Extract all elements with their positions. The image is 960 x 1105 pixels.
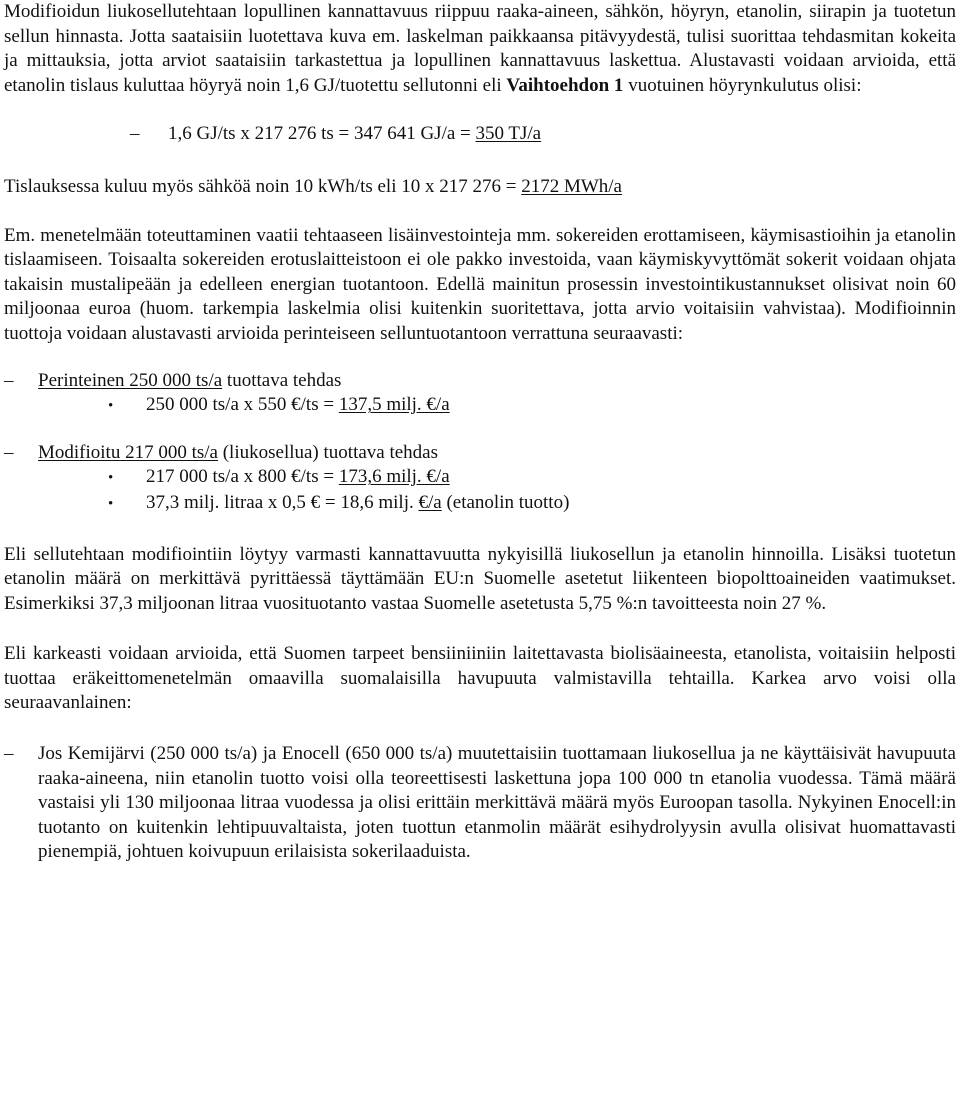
modified-calc2-tail: (etanolin tuotto) — [441, 491, 570, 513]
modified-mill-label: Modifioitu 217 000 ts/a — [38, 441, 218, 463]
steam-calc-result: 350 TJ/a — [475, 123, 542, 145]
traditional-calc-bullet — [108, 393, 956, 419]
dash-marker: – — [4, 743, 14, 765]
modified-mill-item — [4, 441, 956, 466]
dash-marker: – — [4, 369, 14, 391]
modified-calc1-result: 173,6 milj. €/a — [338, 466, 450, 488]
bullet-marker: • — [108, 495, 114, 512]
estimate-paragraph: Eli karkeasti voidaan arvioida, että Suomen tarpeet bensiiniiniin laitettavasta biolisäaineesta, etanolista, voitaisiin helposti tuottaa eräkeittomenetelmän omaavilla suomalaisilla havupuuta valmistavilla tehtailla. Karkea arvo voisi olla seuraavanlainen: — [4, 643, 956, 714]
electricity-line — [4, 171, 956, 200]
modified-calc1-text: 217 000 ts/a x 800 €/ts = — [146, 466, 339, 488]
electricity-result: 2172 MWh/a — [521, 175, 622, 197]
modified-calc2-result: €/a — [418, 491, 442, 513]
modified-calc2-text: 37,3 milj. litraa x 0,5 € = 18,6 milj. — [146, 491, 419, 513]
profitability-paragraph: Eli sellutehtaan modifiointiin löytyy varmasti kannattavuutta nykyisillä liukosellun ja etanolin hinnoilla. Lisäksi tuotetun etanolin määrä on merkittävä pyrittäessä täyttämään EU:n Suomelle asetetut liikenteen biopolttoaineiden vaatimukset. Esimerkiksi 37,3 miljoonan litraa vuosituotanto vastaa Suomelle asetetusta 5,75 %:n tavoitteesta noin 27 %. — [4, 543, 956, 614]
investment-paragraph: Em. menetelmään toteuttaminen vaatii tehtaaseen lisäinvestointeja mm. sokereiden erottamiseen, käymisastioihin ja etanolin tislaamiseen. Toisaalta sokereiden erotuslaitteistoon ei ole pakko investoida, vaan käymiskyvyttömät sokerit voidaan ohjata takaisin mustalipeään ja edelleen energian tuotantoon. Edellä mainitun prosessin investointikustannukset olisivat noin 60 miljoonaa euroa (huom. tarkempia laskelmia olisi kuitenkin suoritettava, jotta arvio voitaisiin vahvistaa). Modifioinnin tuottoja voidaan alustavasti arvioida perinteiseen selluntuotantoon verrattuna seuraavasti: — [4, 224, 956, 344]
bullet-marker: • — [108, 470, 114, 487]
traditional-calc-text: 250 000 ts/a x 550 €/ts = — [146, 394, 339, 416]
modified-calc-bullet-1 — [108, 465, 956, 491]
bullet-marker: • — [108, 398, 114, 415]
steam-calculation — [4, 118, 956, 147]
kemijarvi-enocell-item — [4, 740, 956, 865]
traditional-mill-item — [4, 367, 956, 394]
modified-mill-label-rest: (liukosellua) tuottava tehdas — [217, 441, 439, 463]
intro-paragraph — [4, 0, 956, 98]
option-1-label: Vaihtoehdon 1 — [506, 74, 624, 96]
traditional-mill-label: Perinteinen 250 000 ts/a — [38, 369, 223, 391]
traditional-calc-result: 137,5 milj. €/a — [338, 394, 450, 416]
dash-marker: – — [130, 123, 140, 145]
dash-marker: – — [4, 441, 14, 463]
kemijarvi-enocell-text: Jos Kemijärvi (250 000 ts/a) ja Enocell (650 000 ts/a) muutettaisiin tuottamaan liukosellua ja ne käyttäisivät havupuuta raaka-aineena, niin etanolin tuotto voisi olla teoreettisesti laskettuna jopa 100 000 tn etanolia vuodessa. Tämä määrä vastaisi yli 130 miljoonaa litraa vuodessa ja olisi erittäin merkittävä määrä myös Euroopan tasolla. Nykyinen Enocell:in tuotanto on kuitenkin lehtipuuvaltaista, joten tuottun etanmolin määrät esihydrolyysin avulla olisivat huomattavasti pienempiä, johtuen koivupuun erilaisista sokerilaaduista. — [38, 743, 956, 863]
traditional-mill-label-rest: tuottava tehdas — [222, 369, 342, 391]
modified-calc-bullet-2 — [108, 491, 956, 517]
electricity-text: Tislauksessa kuluu myös sähköä noin 10 kWh/ts eli 10 x 217 276 = — [4, 175, 522, 197]
steam-calc-text: 1,6 GJ/ts x 217 276 ts = 347 641 GJ/a = — [168, 123, 476, 145]
intro-lead: Modifioidun liukosellutehtaan lopullinen kannattavuus riippuu raaka-aineen, sähkön, höyryn, etanolin, siirapin ja tuotetun sellun hinnasta. Jotta saataisiin luotettava kuva em. laskelman paikkaansa pitävyydestä, tulisi suorittaa tehdasmitan kokeita ja mittauksia, jotta arviot saataisiin tarkastettua ja lopullinen kannattavuus laskettua. Alustavasti voidaan arvioida, että etanolin tislaus kuluttaa höyryä noin 1,6 GJ/tuotettu sellutonni eli — [4, 1, 956, 96]
intro-tail: vuotuinen höyrynkulutus olisi: — [623, 74, 862, 96]
